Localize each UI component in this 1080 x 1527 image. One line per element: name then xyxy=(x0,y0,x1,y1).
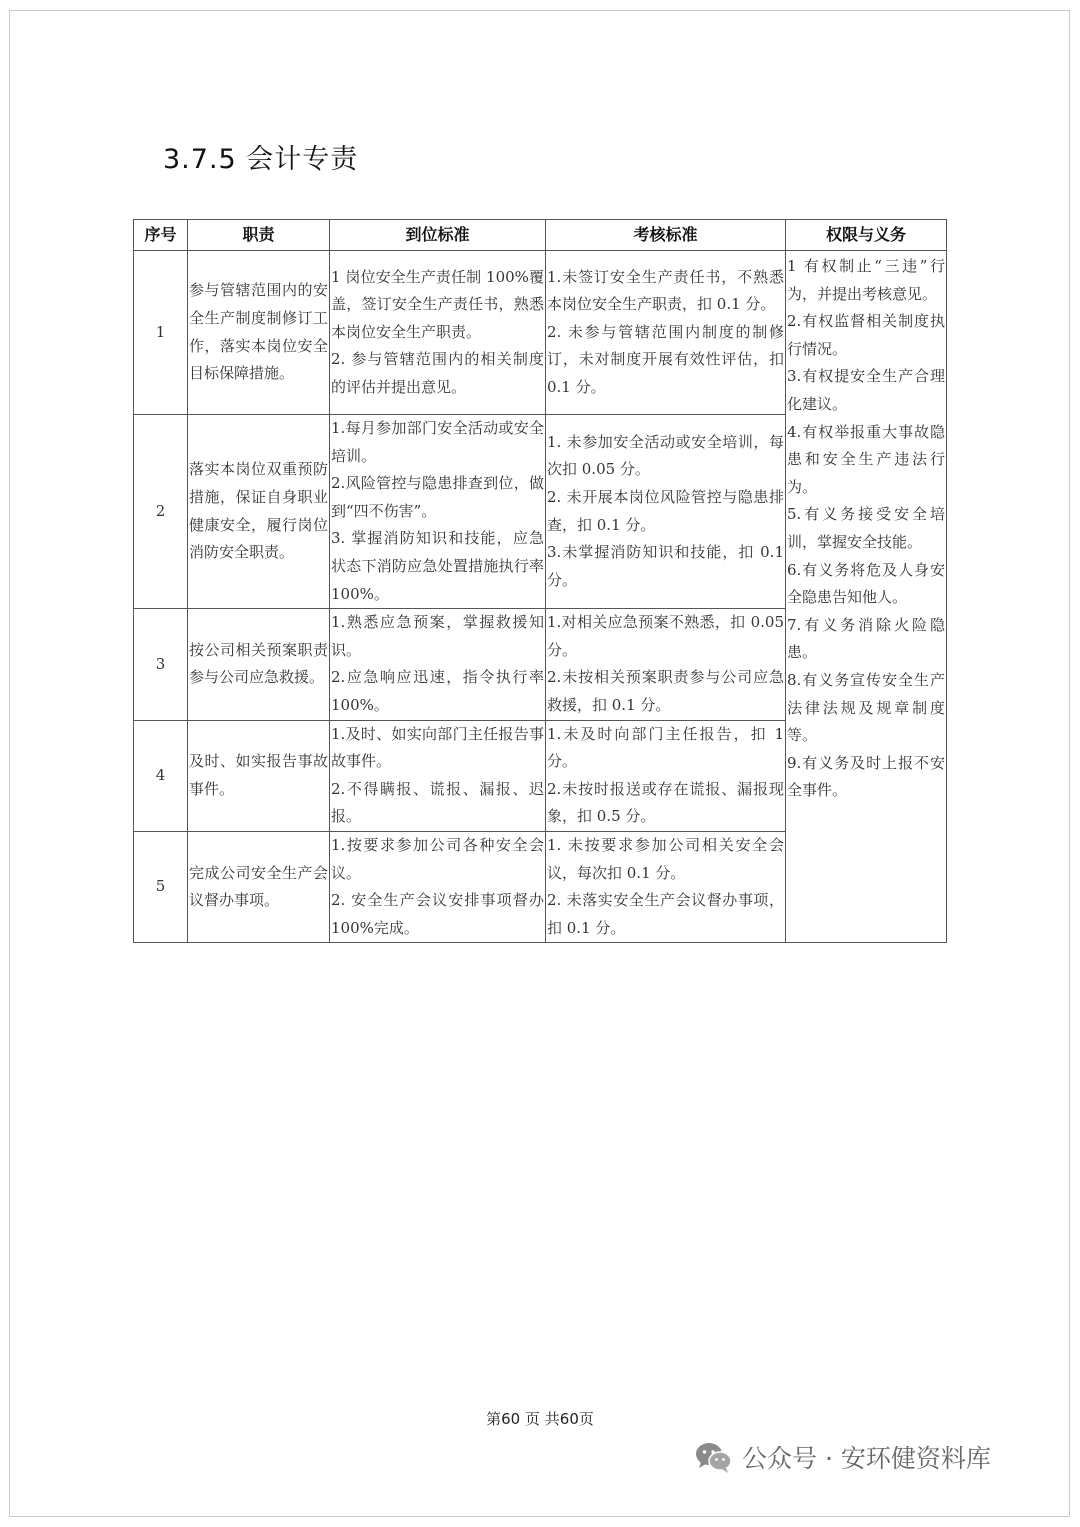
header-assessment: 考核标准 xyxy=(546,220,786,251)
table-row xyxy=(134,251,947,415)
rights-item: 6.有义务将危及人身安全隐患告知他人。 xyxy=(787,560,945,607)
assessment-item: 2. 未落实安全生产会议督办事项，扣 0.1 分。 xyxy=(547,891,784,937)
row-number: 2 xyxy=(134,415,188,609)
assessment-item: 2. 未参与管辖范围内制度的制修订，未对制度开展有效性评估，扣 0.1 分。 xyxy=(547,322,784,396)
footer-total-pages: 60 xyxy=(559,1410,579,1428)
duty-cell: 落实本岗位双重预防措施，保证自身职业健康安全，履行岗位消防安全职责。 xyxy=(188,415,330,609)
header-rights: 权限与义务 xyxy=(786,220,947,251)
assessment-cell xyxy=(546,831,786,942)
standard-item: 2.不得瞒报、谎报、漏报、迟报。 xyxy=(331,779,544,826)
duty-cell: 完成公司安全生产会议督办事项。 xyxy=(188,831,330,942)
rights-item: 1 有权制止“三违”行为，并提出考核意见。 xyxy=(787,257,945,303)
responsibility-table xyxy=(133,219,947,943)
footer-middle: 页 共 xyxy=(525,1410,560,1428)
standard-item: 1.每月参加部门安全活动或安全培训。 xyxy=(331,419,544,465)
standard-item: 2.风险管控与隐患排查到位，做到“四不伤害”。 xyxy=(331,474,544,520)
duty-cell: 按公司相关预案职责参与公司应急救援。 xyxy=(188,609,330,720)
standard-cell xyxy=(330,720,546,831)
assessment-item: 1.未及时向部门主任报告，扣 1 分。 xyxy=(547,724,784,771)
header-duty: 职责 xyxy=(188,220,330,251)
assessment-item: 1. 未参加安全活动或安全培训，每次扣 0.05 分。 xyxy=(547,432,784,479)
row-number: 1 xyxy=(134,251,188,415)
watermark-text: 公众号 · 安环健资料库 xyxy=(742,1444,991,1473)
assessment-item: 1.未签订安全生产责任书，不熟悉本岗位安全生产职责，扣 0.1 分。 xyxy=(547,267,784,314)
assessment-item: 2.未按时报送或存在谎报、漏报现象，扣 0.5 分。 xyxy=(547,779,784,826)
section-title: 3.7.5 会计专责 xyxy=(163,144,359,175)
rights-item: 5.有义务接受安全培训，掌握安全技能。 xyxy=(787,505,945,551)
assessment-item: 2. 未开展本岗位风险管控与隐患排查，扣 0.1 分。 xyxy=(547,487,784,534)
rights-item: 4.有权举报重大事故隐患和安全生产违法行为。 xyxy=(787,422,945,496)
assessment-cell xyxy=(546,720,786,831)
assessment-item: 2.未按相关预案职责参与公司应急救援，扣 0.1 分。 xyxy=(547,668,784,714)
assessment-item: 1.对相关应急预案不熟悉，扣 0.05 分。 xyxy=(547,613,784,659)
standard-item: 1.按要求参加公司各种安全会议。 xyxy=(331,835,544,882)
footer-suffix: 页 xyxy=(578,1410,594,1428)
standard-cell xyxy=(330,609,546,720)
rights-cell xyxy=(786,251,947,943)
row-number: 3 xyxy=(134,609,188,720)
rights-item: 7.有义务消除火险隐患。 xyxy=(787,615,945,662)
row-number: 4 xyxy=(134,720,188,831)
standard-item: 1.熟悉应急预案，掌握救援知识。 xyxy=(331,613,544,659)
footer-prefix: 第 xyxy=(486,1410,502,1428)
assessment-cell xyxy=(546,609,786,720)
standard-cell xyxy=(330,831,546,942)
rights-item: 8.有义务宣传安全生产法律法规及规章制度等。 xyxy=(787,670,945,745)
table-header-row xyxy=(134,220,947,251)
standard-cell xyxy=(330,415,546,609)
standard-item: 1 岗位安全生产责任制 100%覆盖，签订安全生产责任书，熟悉本岗位安全生产职责。 xyxy=(331,267,544,341)
header-num: 序号 xyxy=(134,220,188,251)
assessment-item: 3.未掌握消防知识和技能，扣 0.1 分。 xyxy=(547,543,784,589)
footer-page-number: 60 xyxy=(501,1410,521,1428)
standard-item: 1.及时、如实向部门主任报告事故事件。 xyxy=(331,724,544,771)
assessment-cell xyxy=(546,415,786,609)
page-footer xyxy=(0,1408,1080,1429)
standard-item: 2. 参与管辖范围内的相关制度的评估并提出意见。 xyxy=(331,350,544,396)
watermark xyxy=(694,1435,991,1479)
rights-item: 3.有权提安全生产合理化建议。 xyxy=(787,367,945,413)
rights-item: 9.有义务及时上报不安全事件。 xyxy=(787,753,945,800)
wechat-icon xyxy=(694,1440,732,1474)
assessment-cell xyxy=(546,251,786,415)
row-number: 5 xyxy=(134,831,188,942)
duty-cell: 及时、如实报告事故事件。 xyxy=(188,720,330,831)
assessment-item: 1. 未按要求参加公司相关安全会议，每次扣 0.1 分。 xyxy=(547,835,784,882)
standard-item: 2. 安全生产会议安排事项督办 100%完成。 xyxy=(331,891,544,937)
rights-item: 2.有权监督相关制度执行情况。 xyxy=(787,312,945,358)
standard-item: 3. 掌握消防知识和技能，应急状态下消防应急处置措施执行率 100%。 xyxy=(331,529,544,603)
header-standard: 到位标准 xyxy=(330,220,546,251)
duty-cell: 参与管辖范围内的安全生产制度制修订工作，落实本岗位安全目标保障措施。 xyxy=(188,251,330,415)
standard-item: 2.应急响应迅速，指令执行率 100%。 xyxy=(331,668,544,714)
standard-cell xyxy=(330,251,546,415)
